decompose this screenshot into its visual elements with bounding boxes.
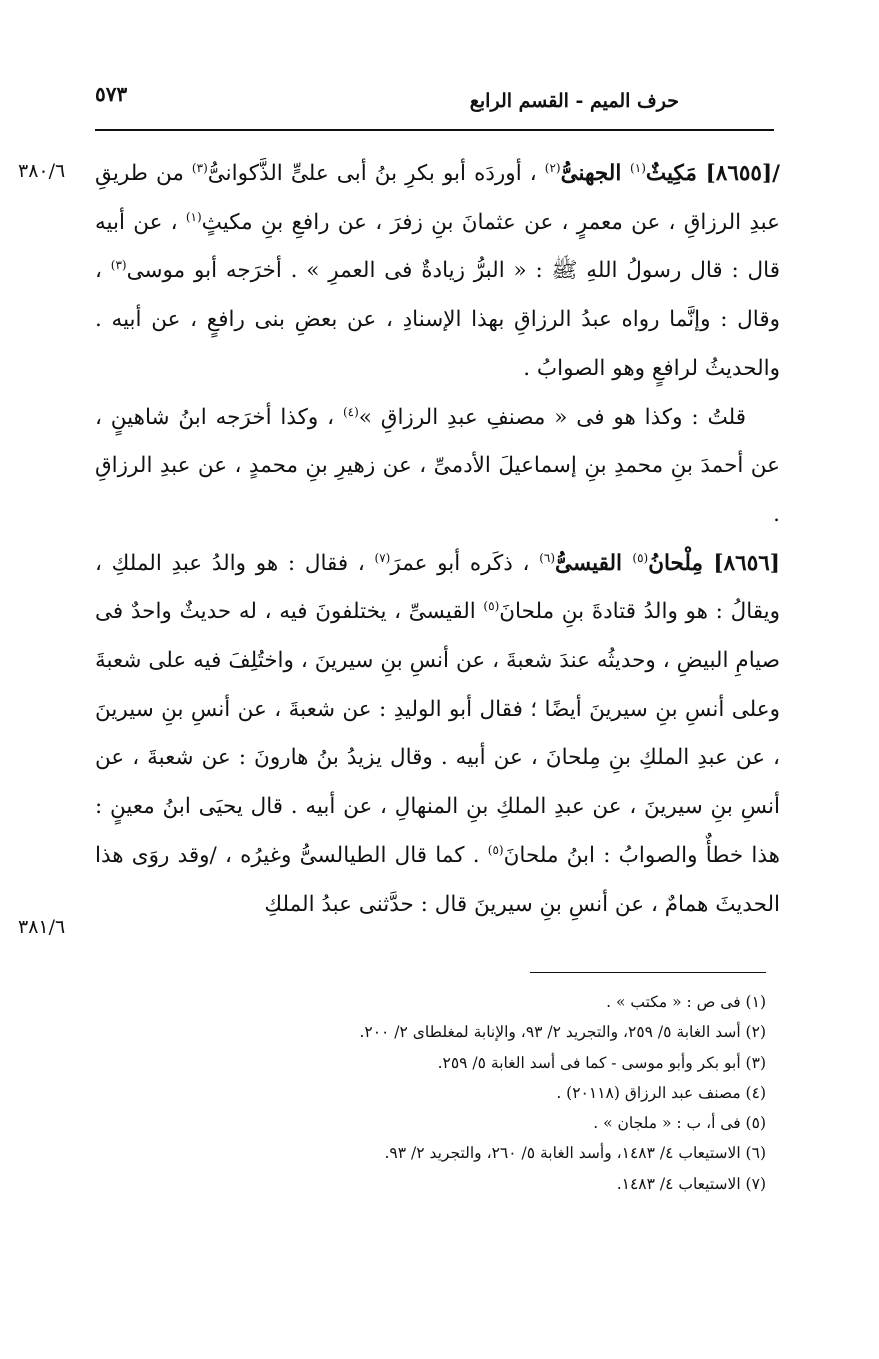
running-header [95,80,774,120]
footnote: (٥) فى أ، ب : « ملجان » . [593,1114,766,1133]
footnote: (٦) الاستيعاب ٤/ ١٤٨٣، وأسد الغابة ٥/ ٢٦٠، والتجريد ٢/ ٩٣. [384,1144,766,1163]
editor-note [95,394,780,540]
footnote-ref[interactable]: (٥) [632,550,649,565]
entry-text: ، وقال : وإنَّما رواه عبدُ الرزاقِ بهذا الإسنادِ ، عن بعضِ بنى رافعٍ ، عن أبيه . والحديثُ لرافعٍ وهو الصوابُ . [95,258,780,381]
footnote-ref[interactable]: (٤) [342,404,359,419]
footnote: (٢) أسد الغابة ٥/ ٢٥٩، والتجريد ٢/ ٩٣، والإنابة لمغلطاى ٢/ ٢٠٠. [359,1023,766,1042]
entry-heading: /[٨٦٥٥] مَكِيثٌ [645,161,780,186]
note-text: قلتُ : وكذا هو فى « مصنفِ عبدِ الرزاقِ » [358,404,746,430]
footnote-ref[interactable]: (٥) [487,842,504,857]
entry-text: ، فقال : هو والدُ عبدِ الملكِ ، ويقالُ : هو والدُ قتادةَ بنِ ملحانَ [95,550,780,625]
entry-name: القيسىُّ [555,550,633,576]
footnote-ref[interactable]: (١) [630,160,646,175]
entry-text: ، عن أبيه قال : قال رسولُ اللهِ ﷺ : « البرُّ زيادةٌ فى العمرِ » . أخرَجه أبو موسى [95,209,780,284]
entry-8655 [95,150,780,394]
entry-8656 [95,540,780,930]
entry-text: القيسىِّ ، يختلفونَ فيه ، له حديثٌ واحدٌ فى صيامِ البيضِ ، وحديثُه عندَ شعبةَ ، عن أنسِ بنِ سيرينَ ، واختُلِفَ فيه على شعبةَ وعلى أنسِ بنِ سيرينَ أيضًا ؛ فقال أبو الوليدِ : عن شعبةَ ، عن أنسِ بنِ سيرينَ ، عن عبدِ الملكِ بنِ مِلحانَ ، عن أبيه . وقال يزيدُ بنُ هارونَ : عن شعبةَ ، عن أنسِ بنِ سيرينَ ، عن عبدِ الملكِ بنِ المنهالِ ، عن أبيه . قال يحيَى ابنُ معينٍ : هذا خطأٌ والصوابُ : ابنُ ملحانَ [95,599,780,868]
header-title: حرف الميم - القسم الرابع [469,90,679,112]
main-text [95,150,780,929]
footnote-ref[interactable]: (١) [185,209,202,224]
footnote-ref[interactable]: (٦) [539,550,556,565]
footnote-ref[interactable]: (٥) [483,599,500,614]
footnote: (٤) مصنف عبد الرزاق (٢٠١١٨) . [556,1083,766,1102]
entry-text: . كما قال الطيالسىُّ وغيرُه ، /وقد روَى هذا الحديثَ همامٌ ، عن أنسِ بنِ سيرينَ قال : حدَّثنى عبدُ الملكِ [95,842,780,917]
footnotes [206,987,766,1199]
margin-ref-2: ٣٨١/٦ [18,916,66,938]
entry-name: الجهنىُّ [560,161,631,186]
footnote: (٧) الاستيعاب ٤/ ١٤٨٣. [616,1174,766,1193]
entry-text: ، أوردَه أبو بكرِ بنُ أبى علىٍّ الذَّكوانىُّ [207,161,537,186]
entry-text: من طريقِ عبدِ الرزاقِ ، عن معمرٍ ، عن عثمانَ بنِ زفرَ ، عن رافعِ بنِ مكيثٍ [95,161,780,235]
footnote-ref[interactable]: (٣) [191,160,208,175]
page-number: ٥٧٣ [95,82,128,106]
margin-ref-1: ٣٨٠/٦ [18,160,66,182]
footnote-ref[interactable]: (٧) [374,550,391,565]
footnote: (١) فى ص : « مكتب » . [606,993,766,1011]
entry-heading: [٨٦٥٦] مِلْحانُ [648,550,780,576]
footnote: (٣) أبو بكر وأبو موسى - كما فى أسد الغابة ٥/ ٢٥٩. [437,1053,766,1072]
footnote-rule [530,972,766,973]
header-rule [95,129,774,131]
footnote-ref[interactable]: (٣) [110,258,127,273]
note-text: ، وكذا أخرَجه ابنُ شاهينٍ ، عن أحمدَ بنِ محمدِ بنِ إسماعيلَ الأدمىِّ ، عن زهيرِ بنِ محمدٍ ، عن عبدِ الرزاقِ . [95,404,780,527]
entry-text: ، ذكَره أبو عمرَ [390,550,530,576]
footnote-ref[interactable]: (٢) [544,160,561,175]
